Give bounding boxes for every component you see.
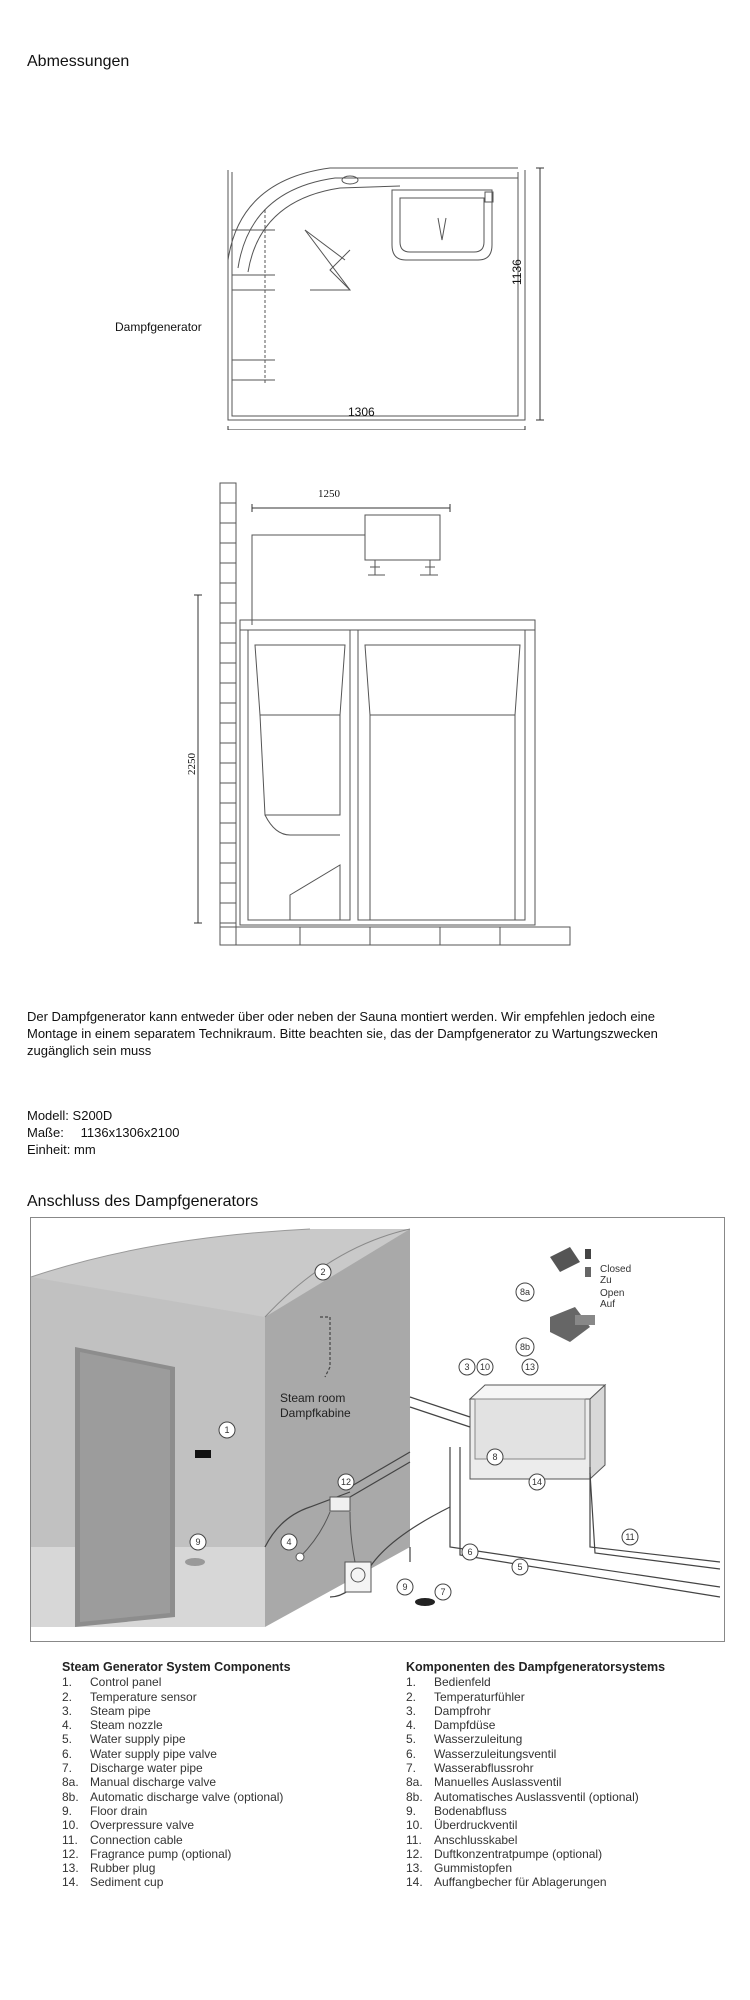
closed-label-de: Zu — [600, 1275, 612, 1286]
legend-item — [406, 1690, 665, 1704]
legend-item — [406, 1704, 665, 1718]
legend-item-number: 13. — [406, 1861, 423, 1876]
legend-item — [62, 1847, 291, 1861]
legend-item-text: Manual discharge valve — [90, 1775, 217, 1790]
side-width-dimension: 1250 — [318, 488, 340, 500]
legend-item-number: 9. — [62, 1803, 73, 1818]
legend-item — [62, 1875, 291, 1889]
spec-unit — [27, 1141, 96, 1158]
legend-item-number: 7. — [406, 1761, 417, 1776]
callout-8: 8 — [492, 1452, 498, 1462]
plan-depth-dimension: 1136 — [510, 259, 524, 285]
legend-item-number: 12. — [406, 1846, 423, 1861]
spec-unit-label: Einheit: — [27, 1142, 71, 1157]
legend-item-number: 6. — [62, 1746, 73, 1761]
legend-item-text: Discharge water pipe — [90, 1761, 203, 1776]
legend-item-text: Water supply pipe valve — [90, 1746, 217, 1761]
legend-item-text: Wasserzuleitungsventil — [434, 1746, 557, 1761]
dimensions-title: Abmessungen — [27, 53, 130, 70]
spec-size-label: Maße: — [27, 1125, 64, 1140]
legend-item-text: Steam pipe — [90, 1703, 151, 1718]
legend-item-text: Steam nozzle — [90, 1718, 163, 1733]
callout-9-right: 9 — [402, 1582, 408, 1592]
spec-model — [27, 1107, 112, 1124]
legend-english-title: Steam Generator System Components — [62, 1660, 291, 1674]
legend-item — [406, 1875, 665, 1889]
spec-size — [27, 1124, 179, 1141]
side-view-drawing — [180, 475, 620, 955]
legend-item — [62, 1690, 291, 1704]
legend-item-text: Gummistopfen — [434, 1861, 513, 1876]
legend-item-number: 10. — [406, 1818, 423, 1833]
spec-size-value: 1136x1306x2100 — [80, 1125, 180, 1140]
legend-item-text: Temperature sensor — [90, 1689, 197, 1704]
callout-8b: 8b — [519, 1342, 531, 1352]
legend-item-text: Control panel — [90, 1675, 162, 1690]
legend-item — [62, 1861, 291, 1875]
closed-label-en: Closed — [600, 1264, 632, 1275]
callout-14: 14 — [531, 1477, 543, 1487]
legend-item-number: 14. — [62, 1875, 79, 1890]
callout-12: 12 — [340, 1477, 352, 1487]
callout-3: 3 — [464, 1362, 470, 1372]
callout-8a: 8a — [519, 1287, 531, 1297]
generator-label: Dampfgenerator — [115, 320, 202, 334]
legend-item — [406, 1775, 665, 1789]
legend-item — [406, 1861, 665, 1875]
legend-item — [406, 1675, 665, 1689]
legend-item-text: Automatic discharge valve (optional) — [90, 1789, 284, 1804]
side-height-dimension: 2250 — [186, 753, 198, 775]
legend-item-number: 8b. — [406, 1789, 423, 1804]
legend-item — [62, 1761, 291, 1775]
legend-item — [62, 1818, 291, 1832]
legend-item-number: 8a. — [62, 1775, 79, 1790]
open-label-en: Open — [600, 1288, 625, 1299]
legend-item — [406, 1847, 665, 1861]
spec-model-value: S200D — [72, 1108, 113, 1123]
legend-item-text: Dampfrohr — [434, 1703, 491, 1718]
legend-item — [406, 1818, 665, 1832]
legend-item-number: 5. — [406, 1732, 417, 1747]
room-label-de: Dampfkabine — [280, 1406, 351, 1420]
legend-item-text: Auffangbecher für Ablagerungen — [434, 1875, 607, 1890]
legend-item-number: 10. — [62, 1818, 79, 1833]
legend-item-number: 9. — [406, 1803, 417, 1818]
legend-item — [62, 1675, 291, 1689]
legend-item-number: 12. — [62, 1846, 79, 1861]
callout-2: 2 — [320, 1267, 326, 1277]
legend-item-number: 11. — [406, 1832, 422, 1847]
legend-item-number: 8b. — [62, 1789, 79, 1804]
legend-item — [62, 1775, 291, 1789]
legend-item — [406, 1804, 665, 1818]
room-label-en: Steam room — [280, 1391, 346, 1405]
legend-item-text: Floor drain — [90, 1803, 148, 1818]
legend-item — [62, 1718, 291, 1732]
legend-item-number: 1. — [62, 1675, 73, 1690]
legend-item-text: Wasserabflussrohr — [434, 1761, 534, 1776]
legend-item-text: Rubber plug — [90, 1861, 156, 1876]
callout-13: 13 — [524, 1362, 536, 1372]
legend-item — [62, 1804, 291, 1818]
legend-item — [406, 1718, 665, 1732]
legend-item-number: 4. — [62, 1718, 73, 1733]
callout-6: 6 — [467, 1547, 473, 1557]
legend-item-text: Wasserzuleitung — [434, 1732, 523, 1747]
spec-model-label: Modell: — [27, 1108, 69, 1123]
legend-item-number: 3. — [62, 1703, 73, 1718]
legend-item-text: Bodenabfluss — [434, 1803, 507, 1818]
legend-item-text: Overpressure valve — [90, 1818, 195, 1833]
callout-4: 4 — [286, 1537, 292, 1547]
legend-german-title: Komponenten des Dampfgeneratorsystems — [406, 1660, 666, 1674]
legend-item — [62, 1704, 291, 1718]
legend-item — [406, 1732, 665, 1746]
legend-item-number: 3. — [406, 1703, 417, 1718]
legend-item-text: Dampfdüse — [434, 1718, 496, 1733]
legend-item-number: 6. — [406, 1746, 417, 1761]
legend-item-text: Bedienfeld — [434, 1675, 491, 1690]
plan-width-dimension: 1306 — [348, 405, 375, 419]
legend-item-number: 13. — [62, 1861, 79, 1876]
legend-item-text: Manuelles Auslassventil — [434, 1775, 562, 1790]
legend-item-text: Sediment cup — [90, 1875, 164, 1890]
legend-item — [406, 1747, 665, 1761]
legend-item-text: Anschlusskabel — [434, 1832, 518, 1847]
legend-item — [62, 1833, 291, 1847]
callout-7: 7 — [440, 1587, 446, 1597]
legend-item-text: Water supply pipe — [90, 1732, 186, 1747]
legend-item-text: Automatisches Auslassventil (optional) — [434, 1789, 639, 1804]
legend-german — [406, 1660, 665, 1890]
open-label-de: Auf — [600, 1299, 616, 1310]
callout-11: 11 — [625, 1532, 635, 1542]
legend-item — [406, 1833, 665, 1847]
legend-item-text: Überdruckventil — [434, 1818, 518, 1833]
callout-5: 5 — [517, 1562, 523, 1572]
spec-unit-value: mm — [74, 1142, 96, 1157]
callout-1: 1 — [224, 1425, 230, 1435]
legend-item-number: 2. — [406, 1689, 417, 1704]
legend-item-number: 4. — [406, 1718, 417, 1733]
legend-item-number: 7. — [62, 1761, 73, 1776]
legend-item-text: Duftkonzentratpumpe (optional) — [434, 1846, 603, 1861]
legend-item-number: 8a. — [406, 1775, 423, 1790]
connection-illustration — [30, 1217, 725, 1642]
legend-item — [406, 1790, 665, 1804]
legend-item — [62, 1747, 291, 1761]
legend-english — [62, 1660, 291, 1890]
legend-item-number: 14. — [406, 1875, 423, 1890]
legend-item-number: 5. — [62, 1732, 73, 1747]
description-paragraph: Der Dampfgenerator kann entweder über oder neben der Sauna montiert werden. Wir empfehlen jedoch eine Montage in einem separatem Technikraum. Bitte beachten sie, das der Dampfgenerator zu Wartungszwecken zugänglich sein muss — [27, 1009, 658, 1058]
legend-item-number: 2. — [62, 1689, 73, 1704]
legend-item-text: Fragrance pump (optional) — [90, 1846, 232, 1861]
legend-item — [406, 1761, 665, 1775]
plan-view-drawing — [100, 150, 560, 430]
connection-title: Anschluss des Dampfgenerators — [27, 1193, 259, 1210]
callout-9-left: 9 — [195, 1537, 201, 1547]
legend-item — [62, 1790, 291, 1804]
legend-item-number: 1. — [406, 1675, 417, 1690]
legend-item-number: 11. — [62, 1832, 78, 1847]
legend-item — [62, 1732, 291, 1746]
legend-item-text: Connection cable — [90, 1832, 183, 1847]
callout-10: 10 — [479, 1362, 491, 1372]
legend-item-text: Temperaturfühler — [434, 1689, 525, 1704]
